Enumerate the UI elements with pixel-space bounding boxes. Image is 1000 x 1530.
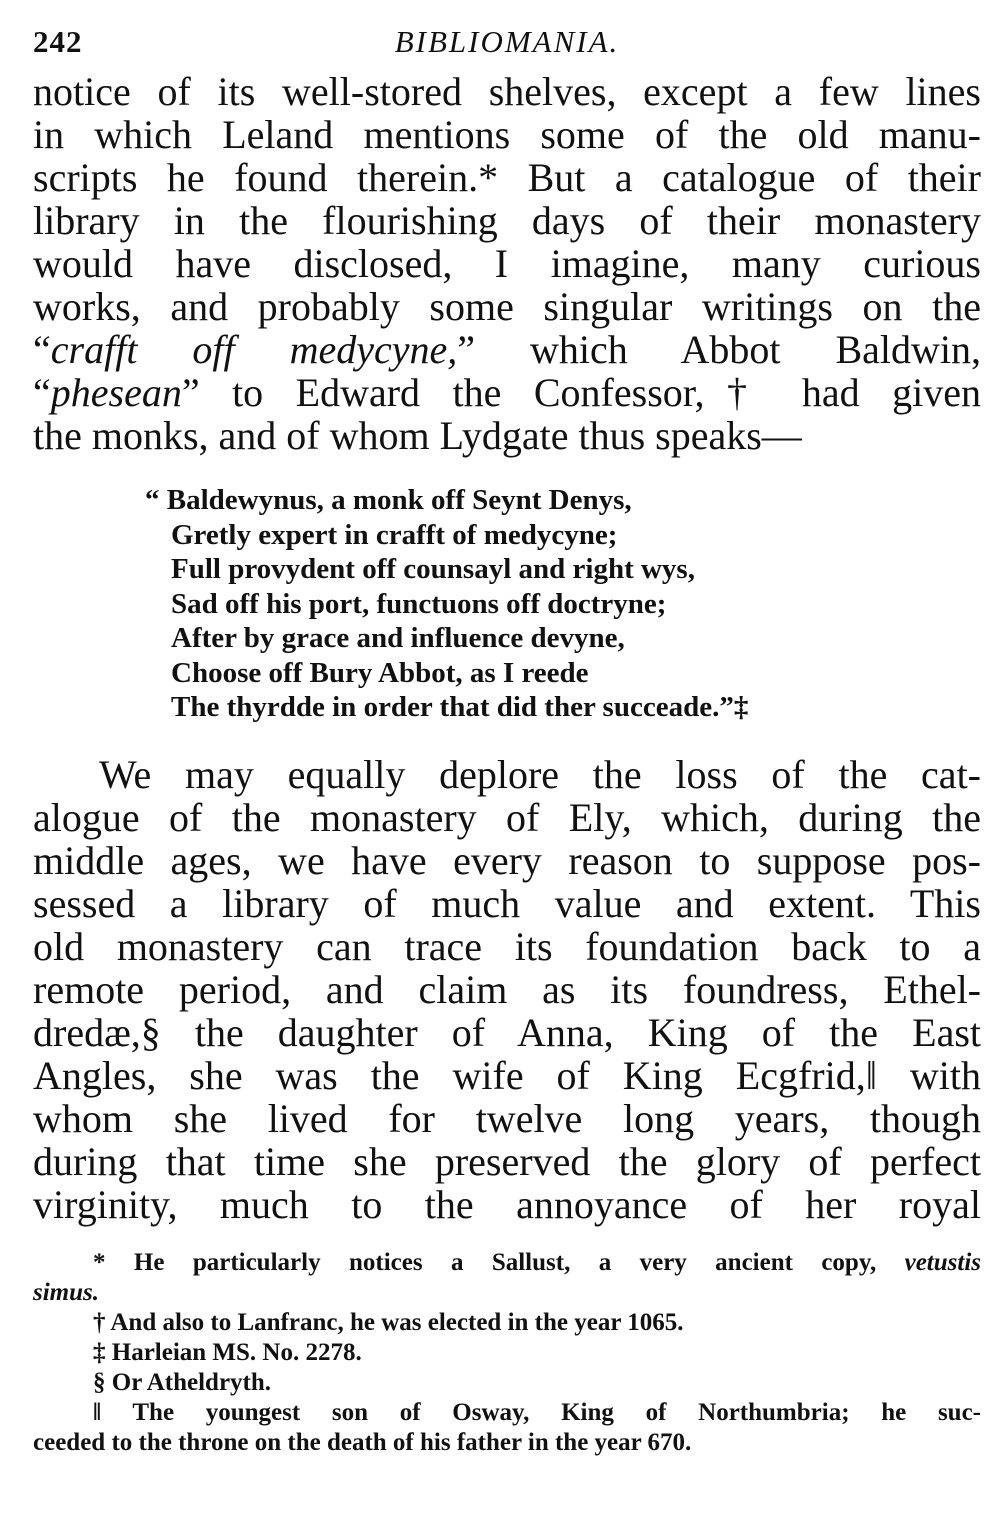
- text-line: dredæ,§ the daughter of Anna, King of the East: [33, 1009, 981, 1055]
- text-line: library in the flourishing days of their monastery: [33, 198, 981, 243]
- text-line: alogue of the monastery of Ely, which, during the: [33, 794, 981, 840]
- paragraph-1: [33, 70, 981, 457]
- text-line: works, and probably some singular writings on the: [33, 284, 981, 329]
- footnote-4: § Or Atheldryth.: [93, 1368, 272, 1396]
- footnote-3: ‡ Harleian MS. No. 2278.: [93, 1338, 362, 1366]
- paragraph-2: [33, 753, 981, 1226]
- text-line: virginity, much to the annoyance of her royal: [33, 1181, 981, 1227]
- text-line: We may equally deplore the loss of the cat-: [99, 751, 981, 797]
- text-line: remote period, and claim as its foundress, Ethel-: [33, 966, 981, 1012]
- text-line: old monastery can trace its foundation back to a: [33, 923, 981, 969]
- running-title: BIBLIOMANIA.: [394, 24, 620, 59]
- footnote-italic: vetustis: [904, 1248, 982, 1276]
- footnote-text: * He particularly notices a Sallust, a very ancient copy,: [93, 1248, 877, 1276]
- verse-line: After by grace and influence devyne,: [171, 622, 625, 654]
- text-line: during that time she preserved the glory of perfect: [33, 1138, 981, 1184]
- italic-phrase: crafft off medycyne,: [50, 327, 458, 372]
- text-line: Angles, she was the wife of King Ecgfrid,‖ with: [33, 1052, 981, 1098]
- text-line: notice of its well-stored shelves, except a few lines: [33, 69, 981, 114]
- verse-line: Gretly expert in crafft of medycyne;: [171, 518, 618, 551]
- open-quote: “: [33, 327, 51, 372]
- verse-line: Choose off Bury Abbot, as I reede: [171, 656, 589, 689]
- line-rest: ” to Edward the Confessor,† had given: [181, 370, 981, 415]
- verse-line: “ Baldewynus, a monk off Seynt Denys,: [145, 484, 632, 516]
- text-line: middle ages, we have every reason to suppose pos-: [33, 837, 981, 883]
- text-line: [33, 371, 981, 414]
- footnote-1-continuation: [33, 1278, 981, 1308]
- verse-quotation: [145, 483, 981, 725]
- verse-line: Sad off his port, functuons off doctryne;: [171, 587, 667, 620]
- footnote-italic: simus.: [33, 1278, 100, 1306]
- footnote-1: [33, 1248, 981, 1278]
- text-line: in which Leland mentions some of the old manu-: [33, 112, 981, 157]
- footnote-5-continuation: ceeded to the throne on the death of his father in the year 670.: [33, 1428, 692, 1456]
- text-line: whom she lived for twelve long years, though: [33, 1095, 981, 1141]
- line-rest: ” which Abbot Baldwin,: [457, 327, 981, 372]
- text-line: sessed a library of much value and extent. This: [33, 880, 981, 926]
- open-quote: “: [33, 370, 51, 415]
- text-line: scripts he found therein.* But a catalogue of their: [33, 155, 981, 200]
- footnote-5: ‖ The youngest son of Osway, King of Northumbria; he suc-: [93, 1398, 981, 1426]
- verse-line: Full provydent off counsayl and right wys,: [171, 553, 695, 585]
- text-line: [33, 328, 981, 371]
- book-page: [33, 22, 981, 1458]
- text-line: would have disclosed, I imagine, many curious: [33, 241, 981, 286]
- page-number: 242: [33, 24, 83, 59]
- running-head: [33, 22, 981, 70]
- footnote-2: † And also to Lanfranc, he was elected in the year 1065.: [93, 1308, 684, 1336]
- italic-phrase: phesean: [50, 370, 182, 415]
- footnotes: [33, 1248, 981, 1458]
- verse-line: The thyrdde in order that did ther succeade.”‡: [171, 691, 749, 723]
- text-line: the monks, and of whom Lydgate thus speaks—: [33, 413, 802, 458]
